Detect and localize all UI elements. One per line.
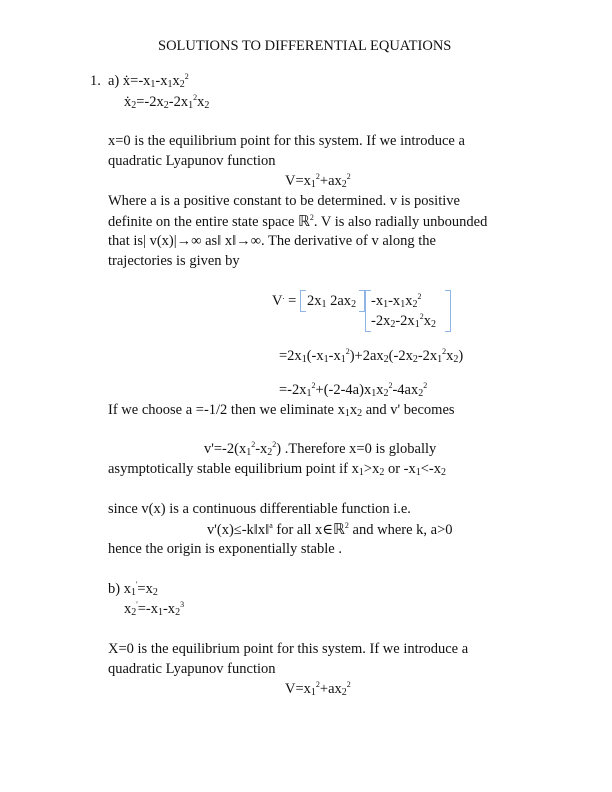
- paragraph-line: Where a is a positive constant to be determined. v is positive: [108, 193, 460, 209]
- equation-a1: a) $ẋ=-x_1-x_1x_2^2$: [108, 72, 189, 90]
- equation-b1: b) $x_1'=x_2$: [108, 580, 158, 598]
- paragraph-line: asymptotically stable equilibrium point if $x_1>x_2$ or $-x_1<-x_2$: [108, 461, 447, 478]
- lyapunov-function-b: $V=x_1^2+ax_2^2$: [285, 680, 351, 698]
- paragraph-line: since v(x) is a continuous differentiable function i.e.: [108, 501, 411, 517]
- expansion-line-2: $=-2x_1^2+(-2-4a)x_1x_2^2-4ax_2^2$: [279, 381, 428, 399]
- paragraph-line: x=0 is the equilibrium point for this system. If we introduce a: [108, 133, 465, 149]
- v-dot-label: V. =: [272, 292, 297, 309]
- equation-b2: $x_2'=-x_1-x_2^3$: [124, 600, 185, 618]
- paragraph-line: definite on the entire state space ℝ$^2$. V is also radially unbounded: [108, 212, 488, 230]
- column-vector-row2: $-2x_2-2x_1^2x_2$: [371, 312, 436, 330]
- paragraph-line: quadratic Lyapunov function: [108, 153, 276, 169]
- row-vector: $2x_1$ $2ax_2$: [307, 293, 357, 310]
- paragraph-line: If we choose a =-1/2 then we eliminate $x_1x_2$ and v' becomes: [108, 402, 455, 419]
- page-title: SOLUTIONS TO DIFFERENTIAL EQUATIONS: [158, 38, 452, 54]
- column-vector-row1: $-x_1-x_1x_2^2$: [371, 292, 422, 310]
- lyapunov-function: $V=x_1^2+ax_2^2$: [285, 172, 351, 190]
- equation-a2: $ẋ_2=-2x_2-2x_1^2x_2$: [124, 93, 210, 111]
- row-vector-left-bracket: [300, 290, 306, 312]
- question-number: 1.: [90, 73, 101, 89]
- paragraph-line: that is| v(x)|→∞ as‖ x‖→∞. The derivative of v along the: [108, 233, 436, 249]
- v-prime-equation: $v'=-2(x_1^2-x_2^2)$ .Therefore x=0 is globally: [204, 440, 437, 458]
- paragraph-line: quadratic Lyapunov function: [108, 661, 276, 677]
- paragraph-line: hence the origin is exponentially stable .: [108, 541, 342, 557]
- inequality-line: v'(x)≤-k‖x‖$^a$ for all x∈ℝ$^2$ and where k, a>0: [207, 520, 453, 538]
- paragraph-line: X=0 is the equilibrium point for this system. If we introduce a: [108, 641, 469, 657]
- expansion-line-1: $=2x_1(-x_1-x_1^2)+2ax_2(-2x_2-2x_1^2x_2)$: [279, 347, 464, 365]
- column-vector-right-bracket: [445, 290, 451, 332]
- paragraph-line: trajectories is given by: [108, 253, 240, 269]
